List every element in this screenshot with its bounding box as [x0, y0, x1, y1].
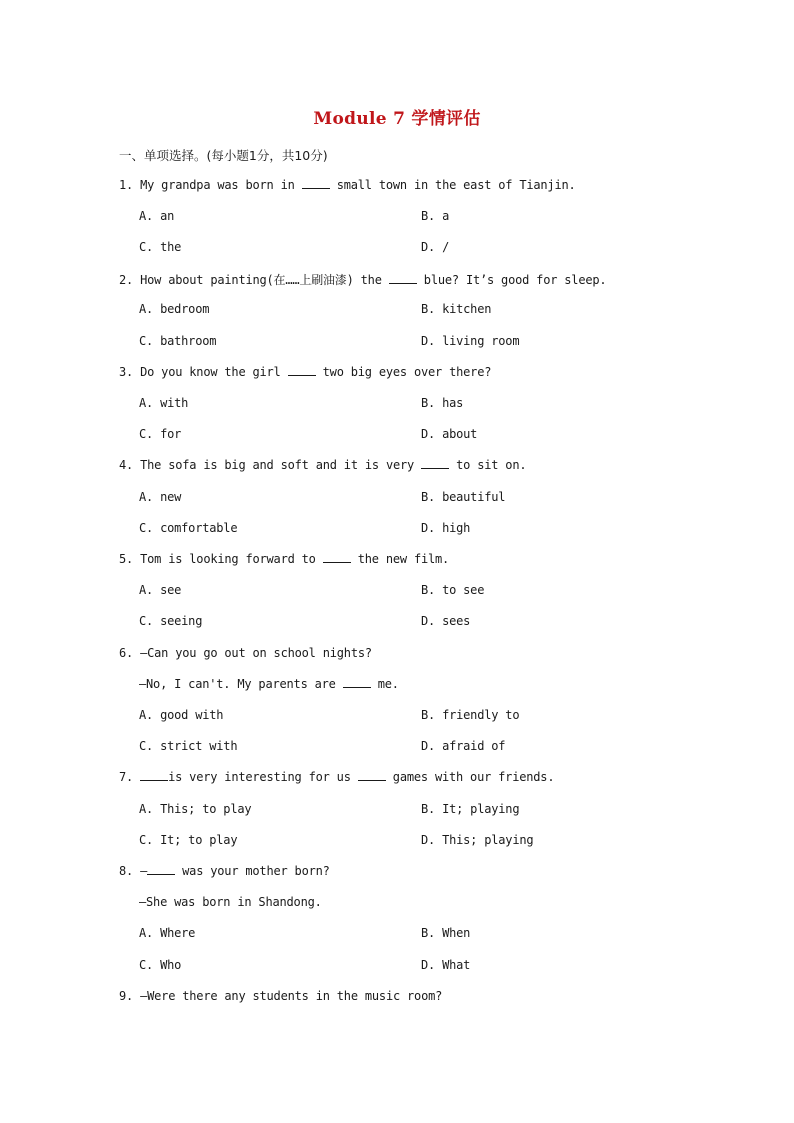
- question-2: 2. How about painting(在……上刷油漆) the blue? It’s good for sleep.: [119, 273, 607, 287]
- q3-option-b: B. has: [421, 396, 464, 410]
- q6-option-c: C. strict with: [139, 739, 238, 753]
- question-8: 8. — was your mother born?: [119, 864, 330, 878]
- question-6: 6. —Can you go out on school nights?: [119, 646, 372, 660]
- q8-option-b: B. When: [421, 926, 471, 940]
- q6-option-a: A. good with: [139, 708, 224, 722]
- q8-option-d: D. What: [421, 958, 471, 972]
- question-9: 9. —Were there any students in the music room?: [119, 989, 443, 1003]
- q7-option-d: D. This; playing: [421, 833, 534, 847]
- answer-blank: [288, 365, 316, 376]
- question-7: 7. is very interesting for us games with our friends.: [119, 770, 555, 784]
- q5-option-c: C. seeing: [139, 614, 203, 628]
- question-5: 5. Tom is looking forward to the new film.: [119, 552, 450, 566]
- answer-blank: [302, 178, 330, 189]
- answer-blank: [140, 770, 168, 781]
- answer-blank: [147, 864, 175, 875]
- q2-option-a: A. bedroom: [139, 302, 210, 316]
- q1-option-a: A. an: [139, 209, 175, 223]
- answer-blank: [323, 552, 351, 563]
- q5-option-b: B. to see: [421, 583, 485, 597]
- answer-blank: [358, 770, 386, 781]
- q1-option-c: C. the: [139, 240, 182, 254]
- q4-option-b: B. beautiful: [421, 490, 506, 504]
- q7-option-b: B. It; playing: [421, 802, 520, 816]
- question-3: 3. Do you know the girl two big eyes over there?: [119, 365, 492, 379]
- question-8-response: —She was born in Shandong.: [139, 895, 322, 909]
- q7-option-a: A. This; to play: [139, 802, 252, 816]
- q6-option-b: B. friendly to: [421, 708, 520, 722]
- q4-option-c: C. comfortable: [139, 521, 238, 535]
- q3-option-d: D. about: [421, 427, 478, 441]
- q5-option-d: D. sees: [421, 614, 471, 628]
- q1-option-d: D. /: [421, 240, 450, 254]
- question-1: 1. My grandpa was born in small town in the east of Tianjin.: [119, 178, 576, 192]
- q5-option-a: A. see: [139, 583, 182, 597]
- q3-option-a: A. with: [139, 396, 189, 410]
- q6-option-d: D. afraid of: [421, 739, 506, 753]
- question-6-response: —No, I can't. My parents are me.: [139, 677, 399, 691]
- answer-blank: [343, 677, 371, 688]
- q2-option-b: B. kitchen: [421, 302, 492, 316]
- page-title: Module 7 学情评估: [313, 109, 481, 129]
- q1-option-b: B. a: [421, 209, 450, 223]
- section-heading: 一、单项选择。(每小题1分，共10分): [119, 148, 328, 163]
- q4-option-a: A. new: [139, 490, 182, 504]
- answer-blank: [389, 273, 417, 284]
- q2-option-d: D. living room: [421, 334, 520, 348]
- q4-option-d: D. high: [421, 521, 471, 535]
- question-4: 4. The sofa is big and soft and it is very to sit on.: [119, 458, 527, 472]
- answer-blank: [421, 458, 449, 469]
- q3-option-c: C. for: [139, 427, 182, 441]
- q8-option-a: A. Where: [139, 926, 196, 940]
- q8-option-c: C. Who: [139, 958, 182, 972]
- q2-option-c: C. bathroom: [139, 334, 217, 348]
- q7-option-c: C. It; to play: [139, 833, 238, 847]
